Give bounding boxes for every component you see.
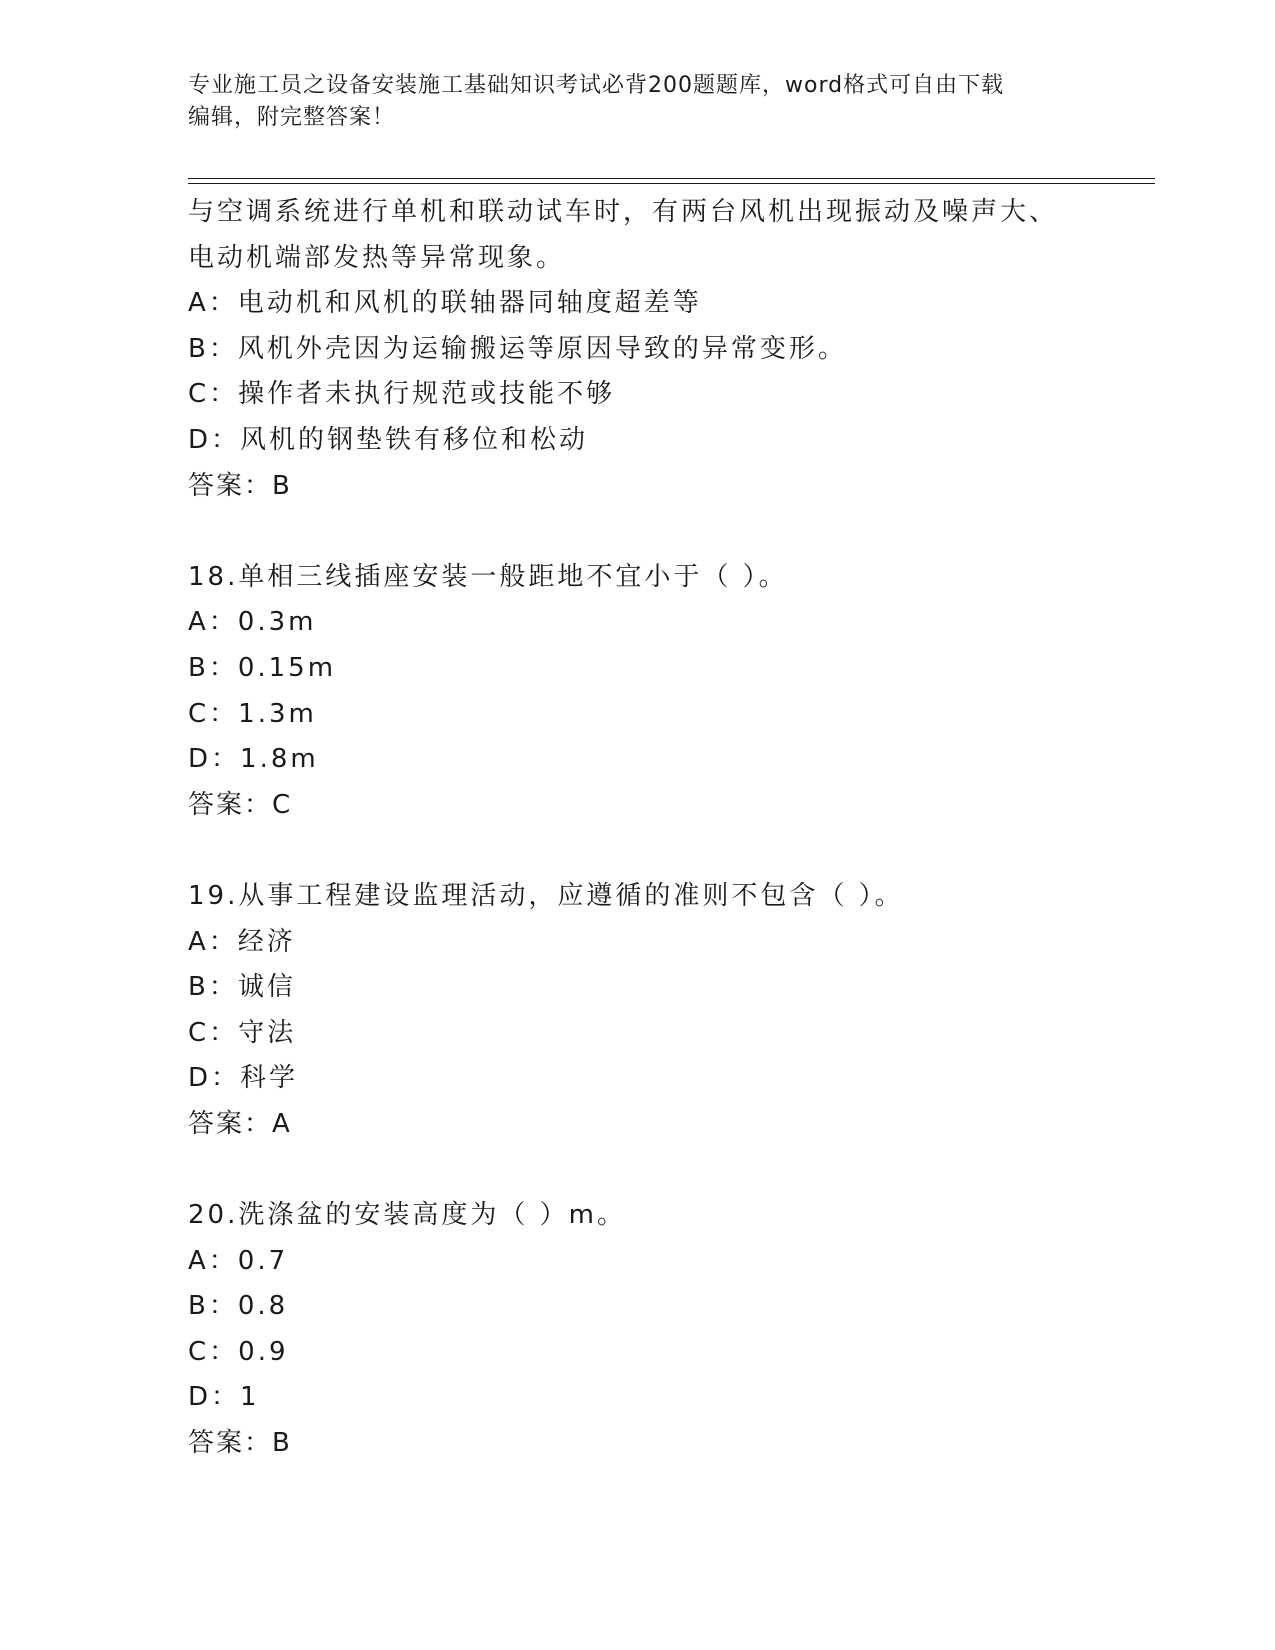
answer: 答案：A — [188, 1108, 292, 1139]
spacer — [188, 509, 1148, 555]
option-c: C：0.9 — [188, 1336, 289, 1367]
option-d: D：风机的钢垫铁有移位和松动 — [188, 424, 589, 455]
option-d: D：1 — [188, 1382, 260, 1413]
question-17-continued — [188, 190, 1148, 509]
document-header — [188, 70, 1088, 134]
header-rule-bottom — [188, 183, 1155, 184]
header-line-1: 专业施工员之设备安装施工基础知识考试必背200题题库，word格式可自由下载 — [188, 73, 1005, 98]
header-line-2: 编辑，附完整答案！ — [188, 105, 396, 130]
question-text: 20.洗涤盆的安装高度为（ ）m。 — [188, 1200, 626, 1231]
spacer — [188, 1147, 1148, 1193]
option-b: B：诚信 — [188, 972, 296, 1003]
question-18 — [188, 555, 1148, 829]
option-b: B：0.8 — [188, 1291, 289, 1322]
option-c: C：操作者未执行规范或技能不够 — [188, 379, 616, 410]
question-content — [188, 190, 1148, 1467]
option-a: A：0.7 — [188, 1245, 289, 1276]
answer: 答案：B — [188, 470, 292, 501]
option-c: C：1.3m — [188, 698, 317, 729]
option-b: B：风机外壳因为运输搬运等原因导致的异常变形。 — [188, 333, 847, 364]
header-rule-top — [188, 178, 1155, 179]
option-d: D：1.8m — [188, 744, 319, 775]
option-a: A：电动机和风机的联轴器同轴度超差等 — [188, 288, 702, 319]
option-c: C：守法 — [188, 1017, 297, 1048]
answer: 答案：B — [188, 1428, 292, 1459]
question-text-line: 电动机端部发热等异常现象。 — [188, 242, 566, 273]
option-b: B：0.15m — [188, 652, 337, 683]
option-a: A：0.3m — [188, 607, 317, 638]
option-a: A：经济 — [188, 926, 296, 957]
question-text-line: 与空调系统进行单机和联动试车时，有两台风机出现振动及噪声大、 — [188, 197, 1059, 227]
question-text: 18.单相三线插座安装一般距地不宜小于（ ）。 — [188, 561, 788, 592]
option-d: D：科学 — [188, 1063, 299, 1094]
spacer — [188, 828, 1148, 874]
question-19 — [188, 874, 1148, 1148]
answer: 答案：C — [188, 789, 293, 820]
question-text: 19.从事工程建设监理活动，应遵循的准则不包含（ ）。 — [188, 880, 904, 911]
question-20 — [188, 1193, 1148, 1467]
